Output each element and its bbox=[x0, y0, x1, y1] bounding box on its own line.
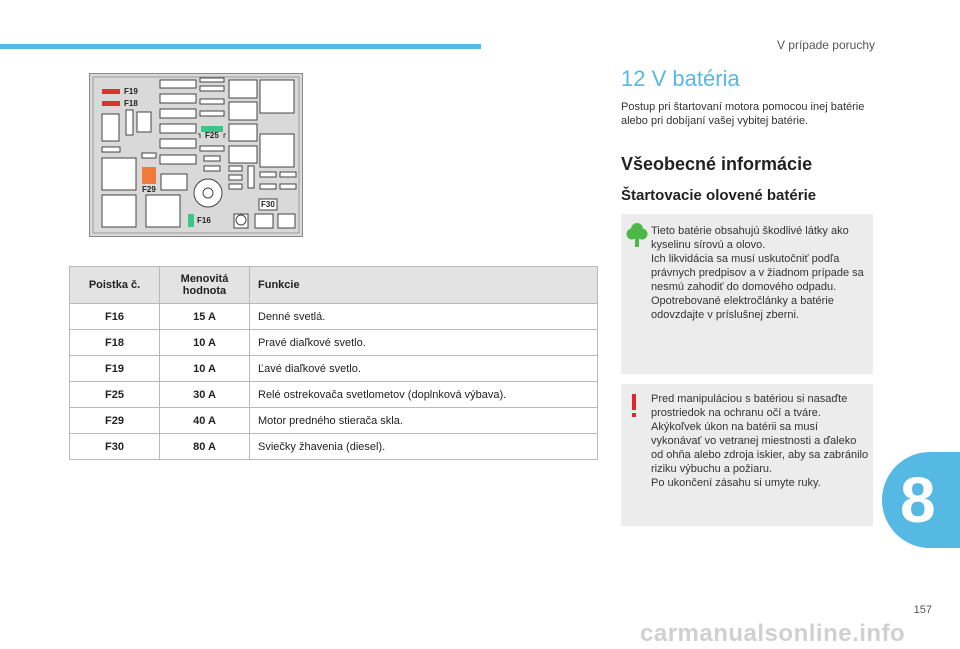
fuse-cell: F18 bbox=[70, 330, 160, 356]
rating-cell: 10 A bbox=[160, 330, 250, 356]
table-row bbox=[70, 356, 598, 382]
battery-intro-text: Postup pri štartovaní motora pomocou inej batérie alebo pri dobíjaní vašej vybitej batérie. bbox=[621, 101, 865, 127]
header-accent-bar bbox=[0, 44, 481, 49]
table-header-row bbox=[70, 267, 598, 304]
label-f25: F25 bbox=[205, 131, 219, 140]
warning-note-text: Pred manipuláciou s batériou si nasaďte prostriedok na ochranu očí a tváre. Akýkoľvek úkon na batérii sa musí vykonávať vo vetranej miestnosti a ďaleko od ohňa alebo zdroja iskier, aby sa zabránilo riziku výbuchu a požiaru. Po ukončení zásahu si umyte ruky. bbox=[651, 393, 869, 489]
function-cell: Motor predného stierača skla. bbox=[250, 408, 598, 434]
chapter-number: 8 bbox=[900, 464, 936, 536]
fuse-box-illustration bbox=[90, 74, 302, 236]
rating-cell: 10 A bbox=[160, 356, 250, 382]
fuse-f18-highlight bbox=[102, 101, 120, 106]
table-row bbox=[70, 304, 598, 330]
fuse-cell: F25 bbox=[70, 382, 160, 408]
exclamation-icon bbox=[629, 394, 639, 423]
column-header-fuse: Poistka č. bbox=[70, 267, 160, 304]
table-row bbox=[70, 382, 598, 408]
environment-note-text: Tieto batérie obsahujú škodlivé látky ako kyselinu sírovú a olovo. Ich likvidácia sa musí uskutočniť podľa právnych predpisov a v žiadnom prípade sa nesmú zahodiť do domového odpadu. Opotrebované elektročlánky a batérie odovzdajte v príslušnej zberni. bbox=[651, 225, 864, 321]
table-row bbox=[70, 330, 598, 356]
rating-cell: 30 A bbox=[160, 382, 250, 408]
label-f16: F16 bbox=[197, 216, 211, 225]
battery-section-title: 12 V batéria bbox=[621, 66, 740, 91]
tree-icon bbox=[626, 222, 648, 253]
label-f29: F29 bbox=[142, 185, 156, 194]
fuse-cell: F29 bbox=[70, 408, 160, 434]
fuse-f16-highlight bbox=[188, 214, 194, 227]
page-number: 157 bbox=[913, 604, 932, 616]
function-cell: Sviečky žhavenia (diesel). bbox=[250, 434, 598, 460]
function-cell: Pravé diaľkové svetlo. bbox=[250, 330, 598, 356]
fuse-table bbox=[69, 266, 598, 460]
fuse-cell: F19 bbox=[70, 356, 160, 382]
environment-note bbox=[621, 214, 873, 374]
chapter-title: V prípade poruchy bbox=[776, 38, 875, 52]
column-header-function: Funkcie bbox=[250, 267, 598, 304]
function-cell: Denné svetlá. bbox=[250, 304, 598, 330]
rating-cell: 80 A bbox=[160, 434, 250, 460]
rating-cell: 40 A bbox=[160, 408, 250, 434]
function-cell: Relé ostrekovača svetlometov (doplnková výbava). bbox=[250, 382, 598, 408]
label-f18: F18 bbox=[124, 99, 138, 108]
label-f30: F30 bbox=[261, 200, 275, 209]
rating-cell: 15 A bbox=[160, 304, 250, 330]
fuse-box-diagram bbox=[89, 73, 303, 237]
watermark: carmanualsonline.info bbox=[640, 620, 906, 647]
fuse-cell: F30 bbox=[70, 434, 160, 460]
table-row bbox=[70, 434, 598, 460]
column-header-rating: Menovitá hodnota bbox=[160, 267, 250, 304]
label-f19: F19 bbox=[124, 87, 138, 96]
function-cell: Ľavé diaľkové svetlo. bbox=[250, 356, 598, 382]
warning-note bbox=[621, 384, 873, 526]
fuse-cell: F16 bbox=[70, 304, 160, 330]
fuse-f19-highlight bbox=[102, 89, 120, 94]
lead-battery-heading: Štartovacie olovené batérie bbox=[621, 187, 817, 204]
chapter-tab bbox=[882, 452, 960, 548]
fuse-f29-highlight bbox=[142, 167, 156, 184]
general-info-heading: Všeobecné informácie bbox=[621, 154, 813, 174]
table-row bbox=[70, 408, 598, 434]
